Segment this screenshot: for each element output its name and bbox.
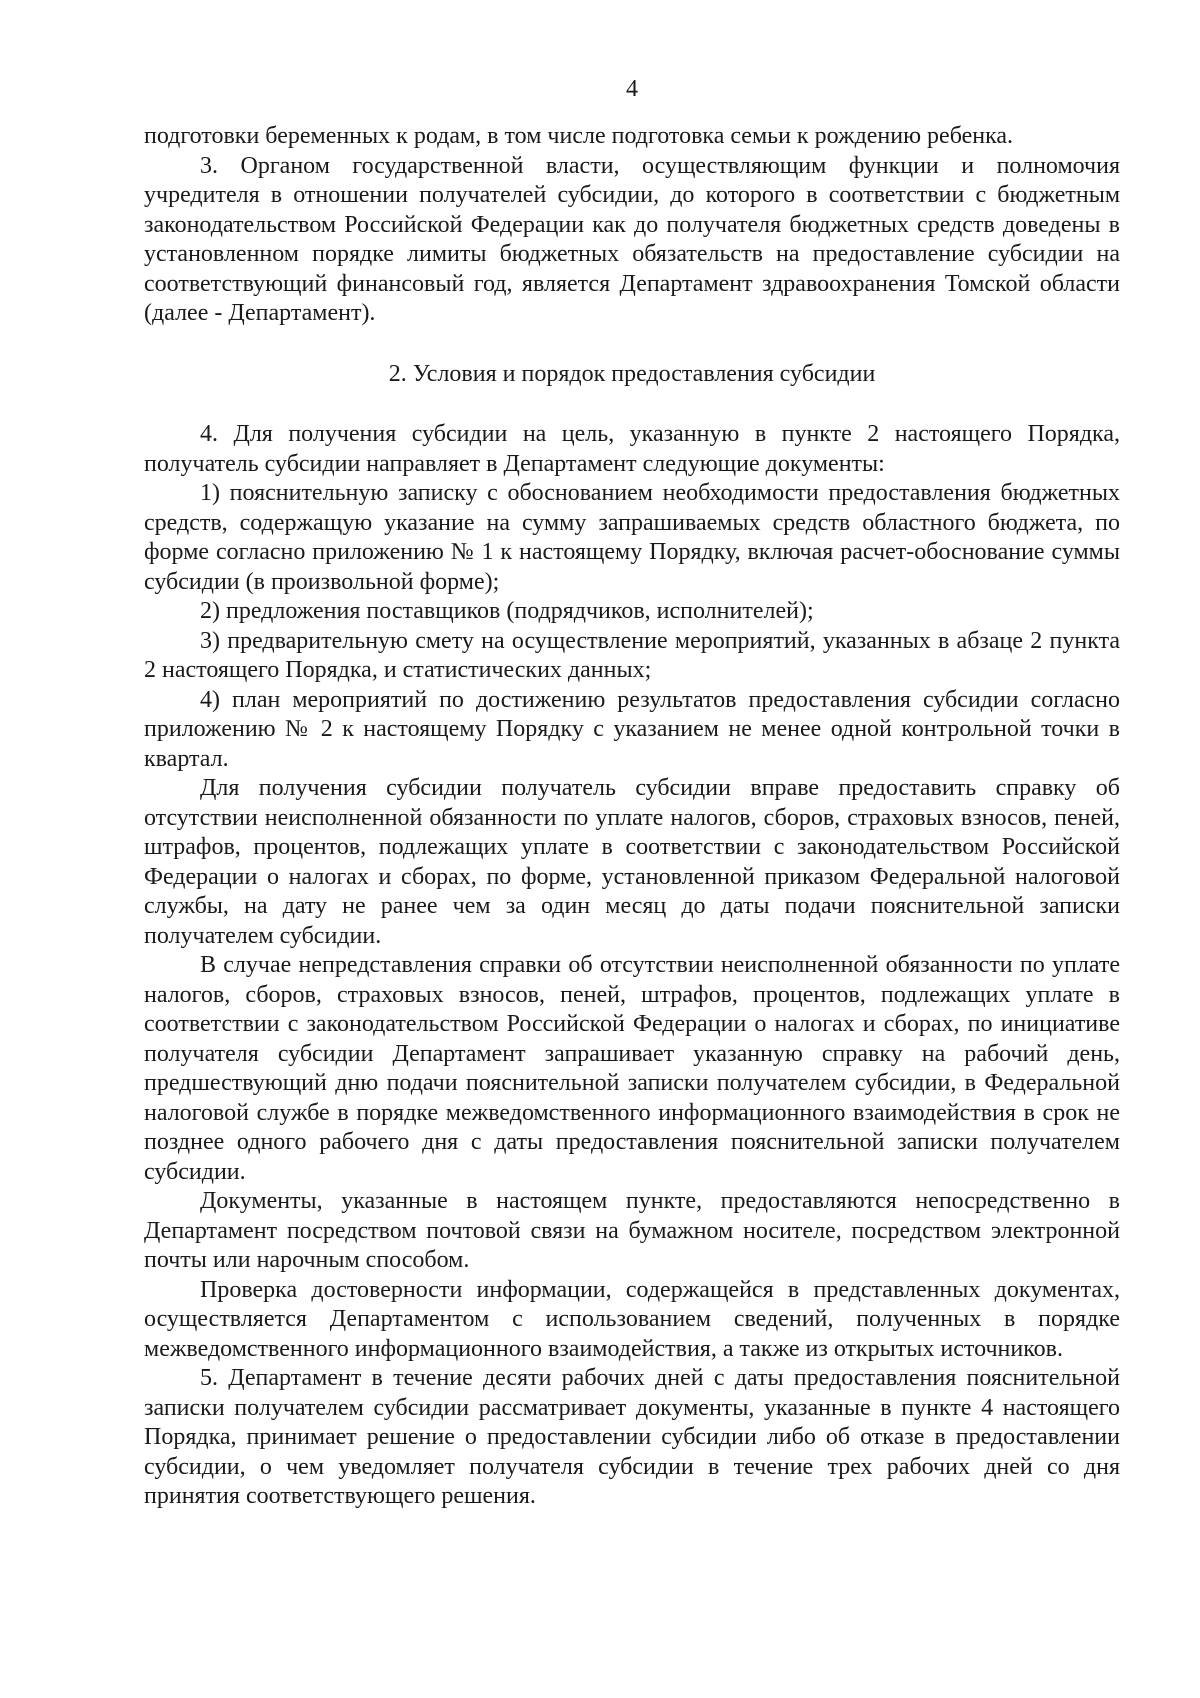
paragraph-submission: Документы, указанные в настоящем пункте, предоставляются непосредственно в Департамент посредством почтовой связи на бумажном носителе, посредством электронной почты или нарочным способом. (144, 1188, 1120, 1273)
paragraph-item-5: 5. Департамент в течение десяти рабочих дней с даты предоставления пояснительной записки получателем субсидии рассматривает документы, указанные в пункте 4 настоящего Порядка, принимает решение о предоставлении субсидии либо об отказе в предоставлении субсидии, о чем уведомляет получателя субсидии в течение трех рабочих дней со дня принятия соответствующего решения. (144, 1365, 1120, 1509)
page-number: 4 (626, 76, 638, 102)
paragraph-item-4: 4. Для получения субсидии на цель, указанную в пункте 2 настоящего Порядка, получатель субсидии направляет в Департамент следующие документы: (144, 421, 1120, 477)
list-item-1: 1) пояснительную записку с обоснованием необходимости предоставления бюджетных средств, содержащую указание на сумму запрашиваемых средств областного бюджета, по форме согласно приложению № 1 к настоящему Порядку, включая расчет-обоснование суммы субсидии (в произвольной форме); (144, 480, 1120, 595)
list-item-2: 2) предложения поставщиков (подрядчиков, исполнителей); (200, 598, 814, 624)
paragraph-verification: Проверка достоверности информации, содержащейся в представленных документах, осуществляется Департаментом с использованием сведений, полученных в порядке межведомственного информационного взаимодействия, а также из открытых источников. (144, 1276, 1120, 1362)
list-item-3: 3) предварительную смету на осуществление мероприятий, указанных в абзаце 2 пункта 2 настоящего Порядка, и статистических данных; (144, 627, 1120, 683)
document-page (144, 72, 1120, 1512)
list-item-4: 4) план мероприятий по достижению результатов предоставления субсидии согласно приложению № 2 к настоящему Порядку с указанием не менее одной контрольной точки в квартал. (144, 686, 1120, 772)
paragraph-continuation: подготовки беременных к родам, в том числе подготовка семьи к рождению ребенка. (144, 123, 1014, 149)
paragraph-certificate: Для получения субсидии получатель субсидии вправе предоставить справку об отсутствии неисполненной обязанности по уплате налогов, сборов, страховых взносов, пеней, штрафов, процентов, подлежащих уплате в соответствии с законодательством Российской Федерации о налогах и сборах, по форме, установленной приказом Федеральной налоговой службы, на дату не ранее чем за один месяц до даты подачи пояснительной записки получателем субсидии. (144, 775, 1120, 949)
paragraph-no-certificate: В случае непредставления справки об отсутствии неисполненной обязанности по уплате налогов, сборов, страховых взносов, пеней, штрафов, процентов, подлежащих уплате в соответствии с законодательством Российской Федерации о налогах и сборах, по инициативе получателя субсидии Департамент запрашивает указанную справку на рабочий день, предшествующий дню подачи пояснительной записки получателем субсидии, в Федеральной налоговой службе в порядке межведомственного информационного взаимодействия в срок не позднее одного рабочего дня с даты предоставления пояснительной записки получателем субсидии. (144, 952, 1120, 1185)
section-heading: 2. Условия и порядок предоставления субсидии (388, 360, 876, 387)
paragraph-item-3: 3. Органом государственной власти, осуществляющим функции и полномочия учредителя в отношении получателей субсидии, до которого в соответствии с бюджетным законодательством Российской Федерации как до получателя бюджетных средств доведены в установленном порядке лимиты бюджетных обязательств на предоставление субсидии на соответствующий финансовый год, является Департамент здравоохранения Томской области (далее - Департамент). (144, 152, 1120, 326)
document-body (144, 122, 1120, 1512)
